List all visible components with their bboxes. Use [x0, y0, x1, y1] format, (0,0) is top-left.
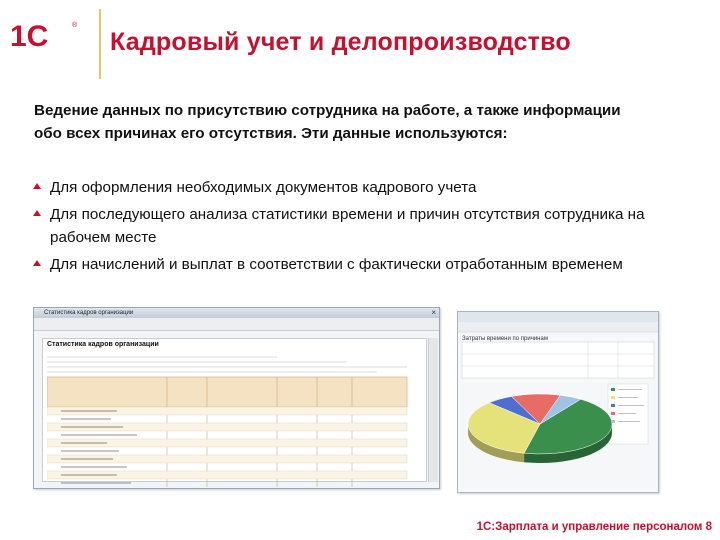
chart-caption: Затраты времени по причинам — [462, 336, 548, 342]
report-window-titlebar — [34, 308, 439, 318]
bullet-list — [30, 176, 670, 280]
bullet-text: Для последующего анализа статистики времени и причин отсутствия сотрудника на рабочем месте — [50, 206, 645, 246]
chart-legend — [608, 384, 648, 444]
bullet-item — [30, 203, 670, 249]
report-title: Статистика кадров организации — [47, 341, 159, 348]
bullet-item — [30, 176, 670, 199]
report-screenshot — [33, 307, 440, 489]
scrollbar — [428, 338, 438, 482]
page-title: Кадровый учет и делопроизводство — [110, 28, 571, 56]
logo-lettering: 1С — [10, 20, 49, 50]
report-document — [42, 338, 427, 482]
triangle-bullet-icon — [33, 210, 41, 216]
registered-mark: ® — [72, 22, 78, 29]
triangle-bullet-icon — [33, 183, 41, 189]
triangle-bullet-icon — [33, 260, 41, 266]
close-icon: × — [431, 308, 436, 317]
table-header — [47, 377, 407, 407]
report-table — [47, 353, 419, 489]
report-toolbar — [34, 318, 439, 331]
chart-screenshot — [457, 311, 659, 493]
pie-chart — [468, 394, 612, 463]
report-window-title: Статистика кадров организации — [44, 310, 134, 316]
1c-logo — [10, 18, 82, 50]
intro-text: Ведение данных по присутствию сотрудника на работе, а также информации обо всех причинах его отсутствия. Эти данные используются: — [34, 102, 621, 142]
footer-product-name: 1С:Зарплата и управление персоналом 8 — [476, 521, 712, 533]
header-divider — [99, 9, 101, 79]
bullet-text: Для оформления необходимых документов кадрового учета — [50, 179, 477, 196]
bullet-text: Для начислений и выплат в соответствии с фактически отработанным временем — [50, 256, 623, 273]
bullet-item — [30, 253, 670, 276]
